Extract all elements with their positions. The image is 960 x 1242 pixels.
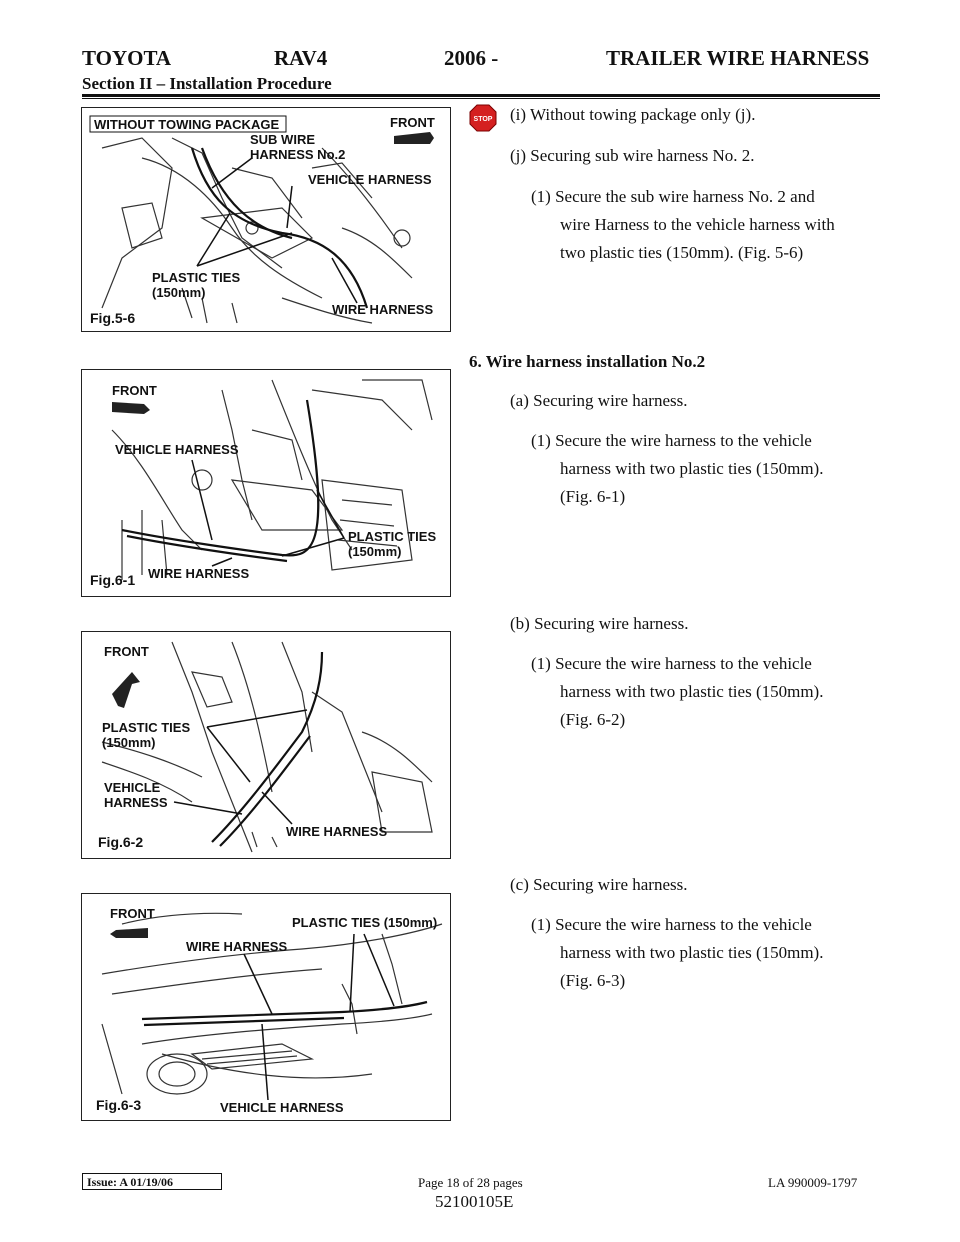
header-model: RAV4 bbox=[274, 46, 328, 70]
front-arrow-icon bbox=[394, 132, 434, 144]
figure-5-6 bbox=[81, 107, 451, 332]
step-a1-line3: (Fig. 6-1) bbox=[560, 487, 626, 506]
figure-6-1 bbox=[81, 369, 451, 597]
step-c: (c) Securing wire harness. bbox=[510, 875, 688, 894]
fig63-front: FRONT bbox=[110, 906, 155, 921]
fig61-ties2: (150mm) bbox=[348, 544, 402, 559]
fig62-front: FRONT bbox=[104, 644, 149, 659]
fig63-ties: PLASTIC TIES (150mm) bbox=[292, 915, 438, 930]
header-product: TRAILER WIRE HARNESS bbox=[606, 46, 870, 70]
step-b: (b) Securing wire harness. bbox=[510, 614, 689, 633]
section-title: Section II – Installation Procedure bbox=[82, 74, 332, 93]
stop-sign-label: STOP bbox=[473, 116, 493, 123]
fig61-front: FRONT bbox=[112, 383, 157, 398]
fig61-vehicle: VEHICLE HARNESS bbox=[115, 442, 239, 457]
figure-5-6-drawing bbox=[82, 108, 450, 331]
figure-6-1-drawing bbox=[82, 370, 450, 596]
step-j: (j) Securing sub wire harness No. 2. bbox=[510, 146, 755, 165]
header-brand: TOYOTA bbox=[82, 46, 172, 70]
fig62-vehicle2: HARNESS bbox=[104, 795, 168, 810]
front-arrow-icon bbox=[112, 672, 140, 708]
step-a: (a) Securing wire harness. bbox=[510, 391, 688, 410]
figure-6-2-drawing bbox=[82, 632, 450, 858]
fig63-wire: WIRE HARNESS bbox=[186, 939, 288, 954]
figure-6-2 bbox=[81, 631, 451, 859]
fig56-title: WITHOUT TOWING PACKAGE bbox=[94, 117, 280, 132]
fig62-vehicle1: VEHICLE bbox=[104, 780, 161, 795]
fig56-number: Fig.5-6 bbox=[90, 310, 136, 326]
figure-6-3 bbox=[81, 893, 451, 1121]
front-arrow-icon bbox=[110, 928, 148, 938]
front-arrow-icon bbox=[112, 402, 150, 414]
step-i: (i) Without towing package only (j). bbox=[510, 105, 756, 124]
step-c1-line3: (Fig. 6-3) bbox=[560, 971, 626, 990]
fig61-wire: WIRE HARNESS bbox=[148, 566, 250, 581]
step-c1-line1: (1) Secure the wire harness to the vehicle bbox=[531, 915, 812, 934]
header-year: 2006 - bbox=[444, 46, 499, 70]
step-b1-line3: (Fig. 6-2) bbox=[560, 710, 626, 729]
header-rule bbox=[82, 94, 880, 97]
header-rule-thin bbox=[82, 98, 880, 99]
page-number: Page 18 of 28 pages bbox=[418, 1175, 523, 1190]
fig62-ties1: PLASTIC TIES bbox=[102, 720, 191, 735]
fig56-wire: WIRE HARNESS bbox=[332, 302, 434, 317]
fig56-front: FRONT bbox=[390, 115, 435, 130]
fig56-ties1: PLASTIC TIES bbox=[152, 270, 241, 285]
step-j1-line2: wire Harness to the vehicle harness with bbox=[560, 215, 835, 234]
step-a1-line1: (1) Secure the wire harness to the vehicle bbox=[531, 431, 812, 450]
part-number: 52100105E bbox=[435, 1192, 514, 1211]
step-b1-line1: (1) Secure the wire harness to the vehicle bbox=[531, 654, 812, 673]
fig56-sub1: SUB WIRE bbox=[250, 132, 315, 147]
fig63-number: Fig.6-3 bbox=[96, 1097, 142, 1113]
step-j1-line1: (1) Secure the sub wire harness No. 2 and bbox=[531, 187, 815, 206]
figure-6-3-drawing bbox=[82, 894, 450, 1120]
fig63-vehicle: VEHICLE HARNESS bbox=[220, 1100, 344, 1115]
fig56-ties2: (150mm) bbox=[152, 285, 206, 300]
issue-box: Issue: A 01/19/06 bbox=[82, 1173, 222, 1190]
fig62-number: Fig.6-2 bbox=[98, 834, 144, 850]
step-b1-line2: harness with two plastic ties (150mm). bbox=[560, 682, 824, 701]
doc-number: LA 990009-1797 bbox=[768, 1175, 858, 1190]
fig56-vehicle: VEHICLE HARNESS bbox=[308, 172, 432, 187]
step-a1-line2: harness with two plastic ties (150mm). bbox=[560, 459, 824, 478]
fig62-ties2: (150mm) bbox=[102, 735, 156, 750]
fig61-ties1: PLASTIC TIES bbox=[348, 529, 437, 544]
step-6-title: 6. Wire harness installation No.2 bbox=[469, 352, 706, 371]
fig61-number: Fig.6-1 bbox=[90, 572, 136, 588]
fig56-sub2: HARNESS No.2 bbox=[250, 147, 346, 162]
stop-sign-icon bbox=[469, 104, 497, 132]
step-j1-line3: two plastic ties (150mm). (Fig. 5-6) bbox=[560, 243, 804, 262]
step-c1-line2: harness with two plastic ties (150mm). bbox=[560, 943, 824, 962]
fig62-wire: WIRE HARNESS bbox=[286, 824, 388, 839]
